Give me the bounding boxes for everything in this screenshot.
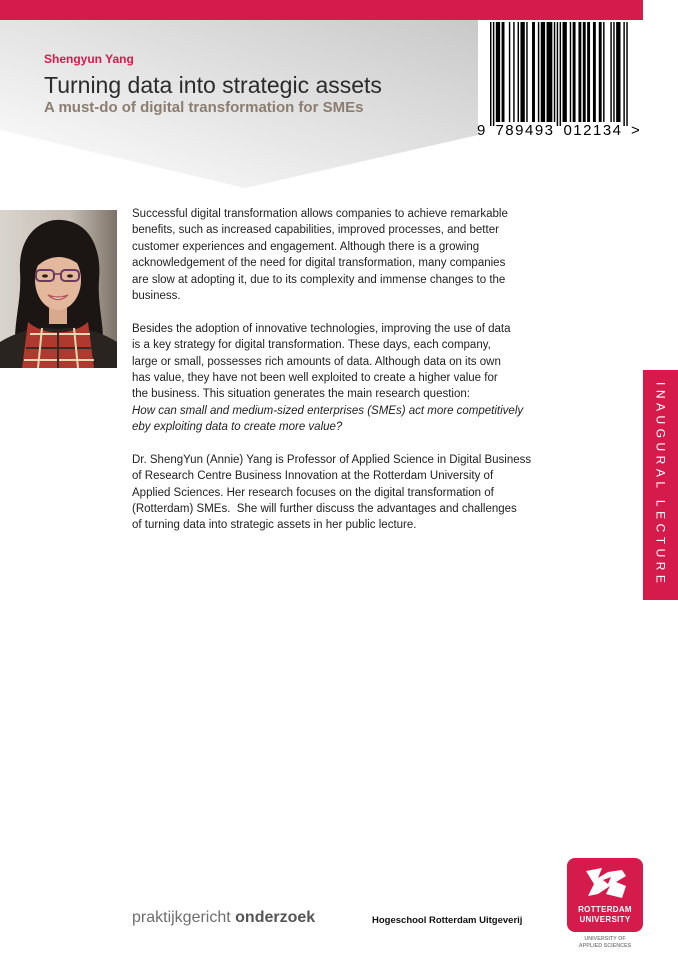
text-line: acknowledgement of the need for digital transformation, many companies xyxy=(132,257,506,270)
text-line: Besides the adoption of innovative technologies, improving the use of data xyxy=(132,322,511,335)
text-line: customer experiences and engagement. Although there is a growing xyxy=(132,240,480,253)
barcode-bar xyxy=(610,22,611,122)
barcode-bar xyxy=(578,22,581,122)
publisher-name: Hogeschool Rotterdam Uitgeverij xyxy=(372,915,523,926)
university-logo xyxy=(567,858,643,932)
barcode-right-digits: 012134 xyxy=(563,122,623,139)
barcode-bar xyxy=(603,22,604,122)
barcode-lead-digit: 9 xyxy=(477,122,487,139)
series-name-bold: onderzoek xyxy=(235,909,316,926)
book-subtitle: A must-do of digital transformation for SMEs xyxy=(44,99,364,116)
author-bio-paragraph xyxy=(132,452,572,534)
series-name xyxy=(132,909,315,927)
barcode-bar xyxy=(532,22,535,122)
text-line: the business. This situation generates the main research question: xyxy=(132,388,470,401)
text-line: of turning data into strategic assets in her public lecture. xyxy=(132,519,417,532)
text-line: Applied Sciences. Her research focuses on the digital transformation of xyxy=(132,486,494,499)
barcode-bar xyxy=(541,22,545,122)
barcode-left-digits: 789493 xyxy=(495,122,555,139)
logo-mark-shape xyxy=(586,868,626,898)
top-accent-bar xyxy=(0,0,643,20)
barcode-bar xyxy=(518,22,519,122)
barcode-bar xyxy=(587,22,590,122)
barcode-guard-bar xyxy=(623,22,624,126)
text-line: business. xyxy=(132,289,181,302)
text-line: has value, they have not been well exploited to create a higher value for xyxy=(132,371,498,384)
barcode-bar xyxy=(593,22,596,122)
logo-sub-line-1: UNIVERSITY OF xyxy=(584,936,626,942)
research-question-line: eby exploiting data to create more value? xyxy=(132,421,343,434)
logo-line-rotterdam: ROTTERDAM xyxy=(578,905,632,914)
barcode-bar xyxy=(570,22,571,122)
barcode-guard-bar xyxy=(560,22,561,126)
barcode-bar xyxy=(526,22,527,122)
book-title: Turning data into strategic assets xyxy=(44,72,382,98)
barcode-bar xyxy=(509,22,510,122)
barcode-bar xyxy=(563,22,567,122)
inaugural-lecture-tab xyxy=(643,370,678,600)
text-line: is a key strategy for digital transformation. These days, each company, xyxy=(132,339,491,352)
text-line: benefits, such as increased capabilities, improved processes, and better xyxy=(132,224,499,237)
author-name: Shengyun Yang xyxy=(44,52,134,66)
portrait-eye-left xyxy=(42,274,48,277)
text-line: (Rotterdam) SMEs. She will further discuss the advantages and challenges xyxy=(132,503,517,516)
text-line: are slow at adopting it, due to its complexity and immense changes to the xyxy=(132,273,506,286)
portrait-eye-right xyxy=(67,274,73,277)
logo-subtitle xyxy=(567,936,643,950)
text-line: large or small, possesses rich amounts of data. Although data on its own xyxy=(132,355,501,368)
text-line: Dr. ShengYun (Annie) Yang is Professor of Applied Science in Digital Business xyxy=(132,453,532,466)
barcode-bar xyxy=(599,22,602,122)
intro-paragraph xyxy=(132,206,572,304)
logo-sub-line-2: APPLIED SCIENCES xyxy=(578,943,632,949)
barcode-bar xyxy=(583,22,586,122)
barcode-bar xyxy=(547,22,553,122)
barcode-bar xyxy=(496,22,500,122)
text-line: Successful digital transformation allows companies to achieve remarkable xyxy=(132,208,508,220)
barcode-guard-bar xyxy=(493,22,494,126)
barcode-quiet-zone-marker: > xyxy=(631,122,640,139)
series-name-light: praktijkgericht xyxy=(132,909,231,926)
author-photo xyxy=(0,210,117,368)
barcode-guard-bar xyxy=(490,22,491,126)
body-text xyxy=(132,206,572,550)
logo-line-university: UNIVERSITY xyxy=(579,915,631,924)
logo-wordmark xyxy=(567,905,643,925)
barcode-guard-bar xyxy=(626,22,627,126)
barcode-bar xyxy=(573,22,576,122)
text-line: of Research Centre Business Innovation at the Rotterdam University of xyxy=(132,470,494,483)
side-tab-label: INAUGURAL LECTURE xyxy=(653,382,668,588)
barcode-bar xyxy=(616,22,620,122)
barcode-bar xyxy=(502,22,505,122)
barcode-bar xyxy=(513,22,514,122)
research-question-line: How can small and medium-sized enterprises (SMEs) act more competitively xyxy=(132,404,524,417)
barcode-bar xyxy=(613,22,614,122)
research-paragraph xyxy=(132,321,572,436)
isbn-barcode xyxy=(490,22,628,128)
barcode-bar xyxy=(538,22,539,122)
rotterdam-university-mark-icon xyxy=(581,863,629,903)
barcode-bar xyxy=(520,22,524,122)
barcode-bar xyxy=(554,22,555,122)
barcode-guard-bar xyxy=(557,22,558,126)
